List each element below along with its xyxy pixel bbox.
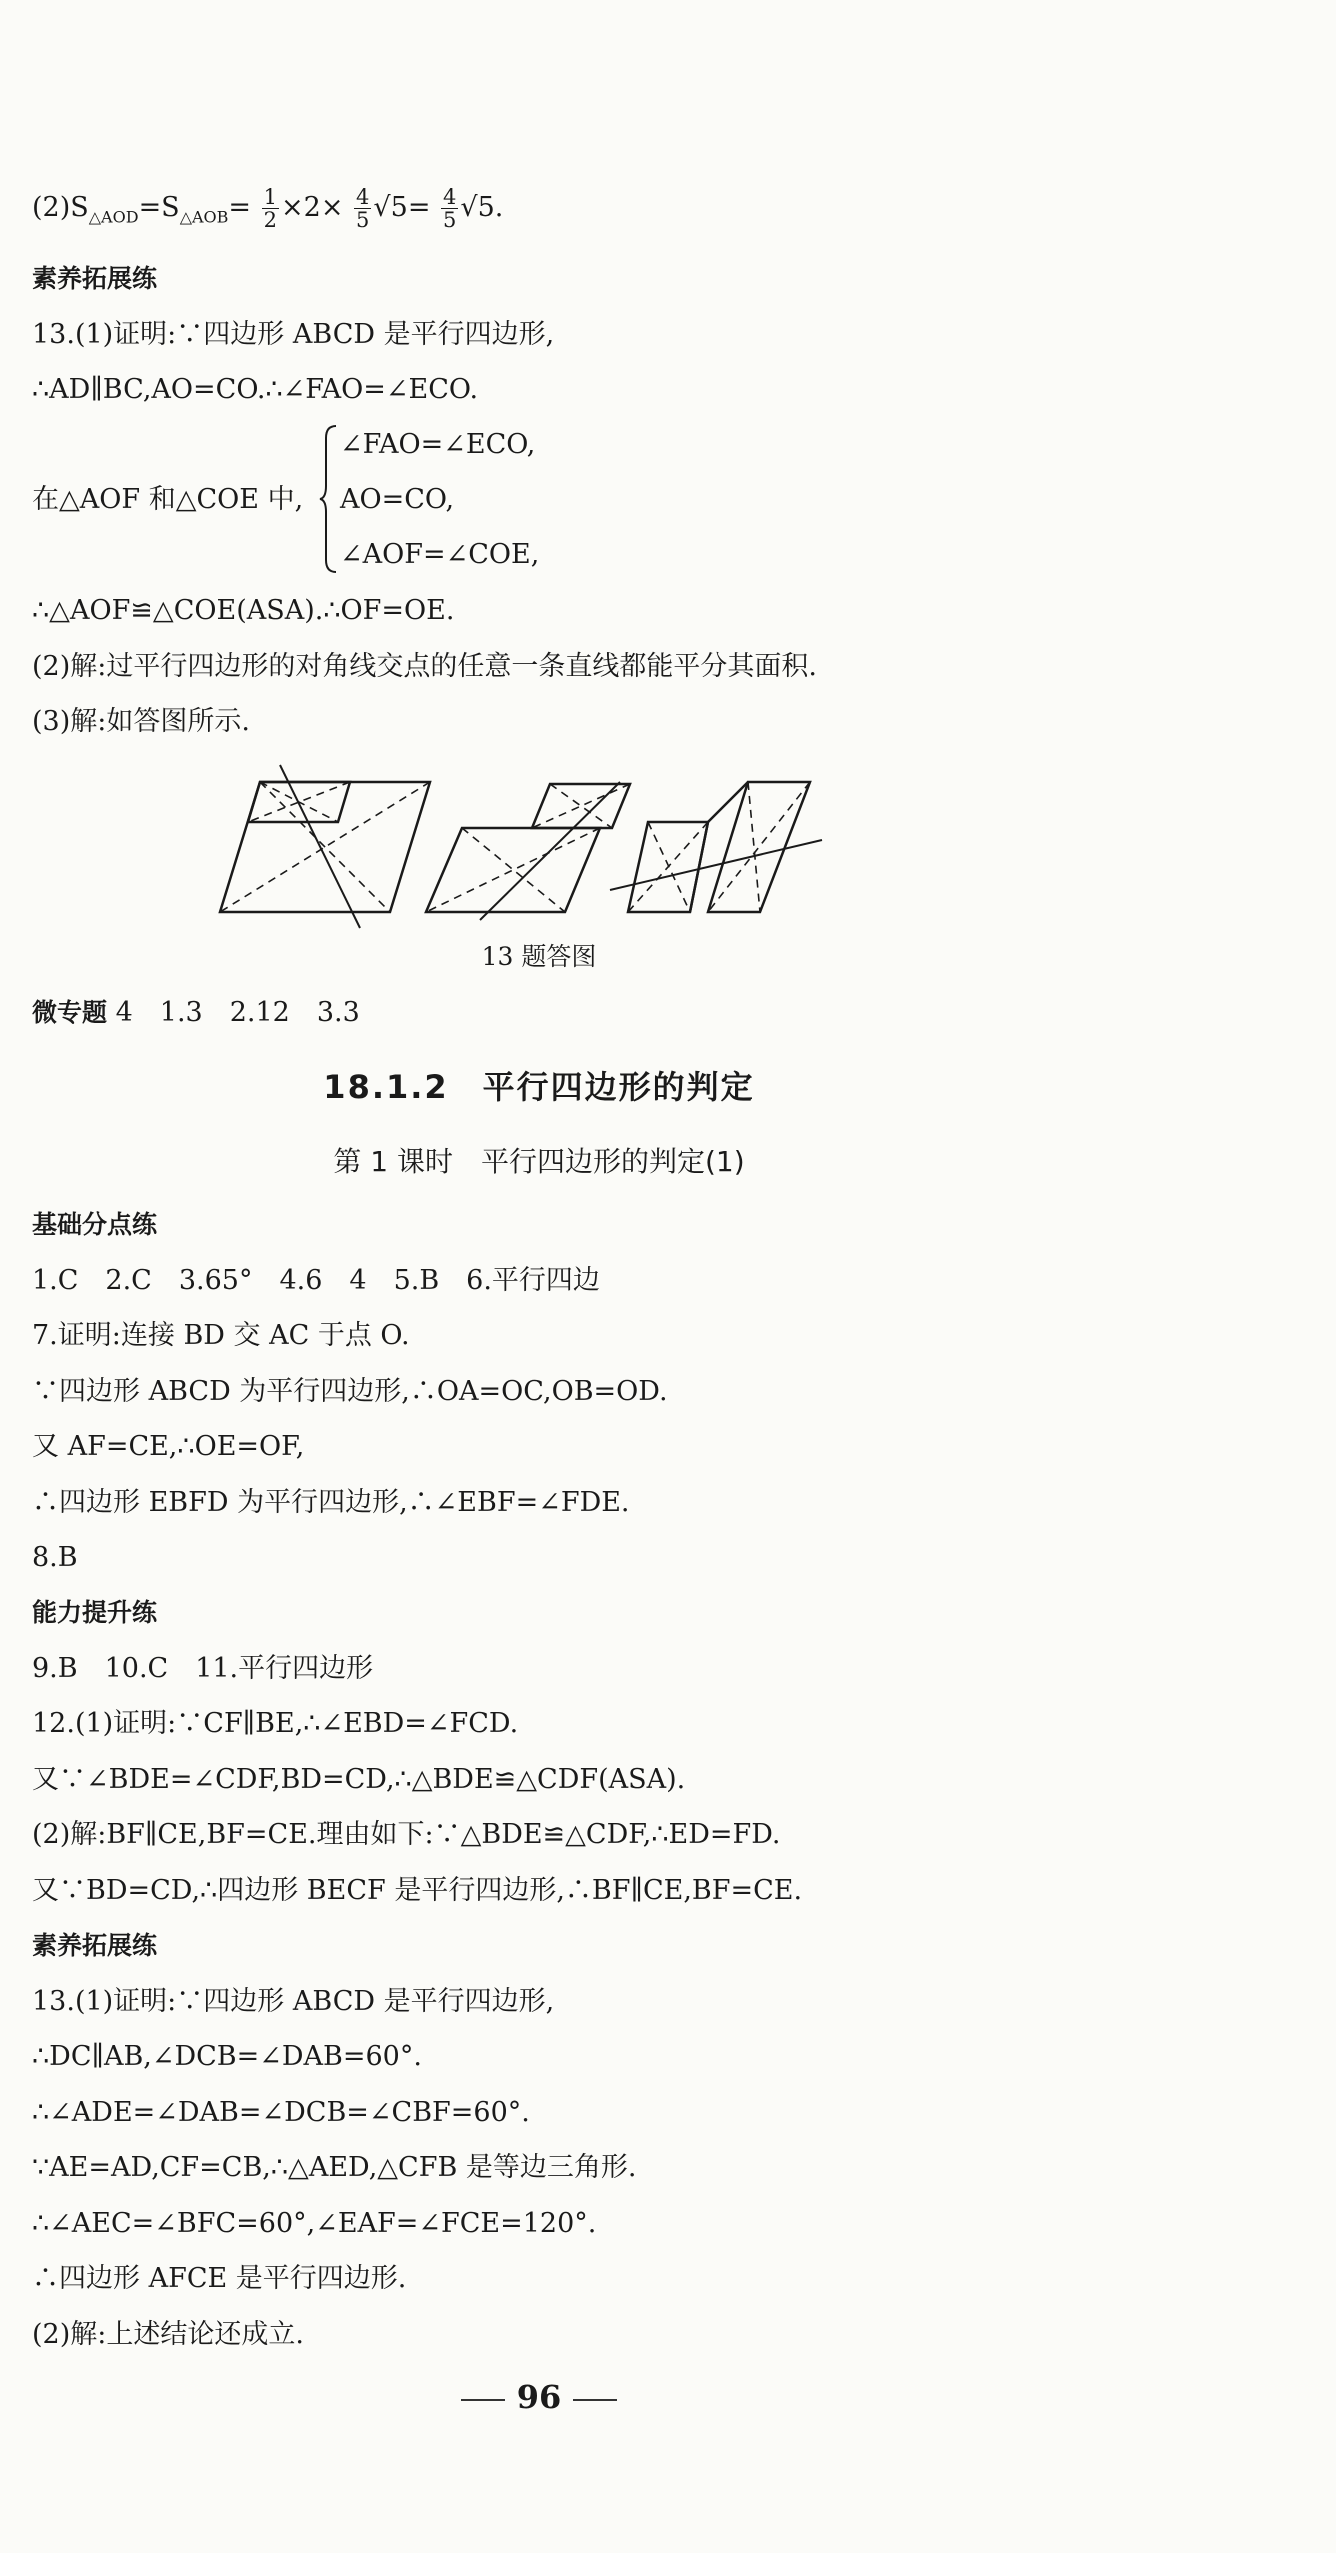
answer-line: (2)解:BF∥CE,BF=CE.理由如下:∵△BDE≌△CDF,∴ED=FD.	[32, 1819, 781, 1850]
answer-line: (3)解:如答图所示.	[32, 706, 250, 737]
answer-line: ∴∠AEC=∠BFC=60°,∠EAF=∠FCE=120°.	[32, 2208, 597, 2239]
answer-line: ∴四边形 AFCE 是平行四边形.	[32, 2263, 407, 2294]
answer-line: (2)解:上述结论还成立.	[32, 2319, 304, 2350]
answer-line: 又∵∠BDE=∠CDF,BD=CD,∴△BDE≌△CDF(ASA).	[32, 1764, 686, 1795]
section-heading: 素养拓展练	[32, 1931, 158, 1960]
answer-line: 在△AOF 和△COE 中,	[32, 484, 304, 515]
answer-line: 1.C 2.C 3.65° 4.6 4 5.B 6.平行四边	[32, 1265, 600, 1296]
answer-line: 又∵BD=CD,∴四边形 BECF 是平行四边形,∴BF∥CE,BF=CE.	[32, 1875, 803, 1906]
section-heading: 素养拓展练	[32, 264, 158, 293]
section-title: 18.1.2 平行四边形的判定	[323, 1068, 755, 1106]
system-line: AO=CO,	[340, 484, 455, 515]
micro-topic-answers: 4 1.3 2.12 3.3	[115, 997, 360, 1028]
lesson-title: 第 1 课时 平行四边形的判定(1)	[333, 1145, 745, 1178]
system-line: ∠FAO=∠ECO,	[340, 429, 536, 460]
micro-topic-label: 微专题	[32, 998, 108, 1027]
figure-caption: 13 题答图	[481, 942, 597, 971]
micro-topic-line	[32, 996, 360, 1030]
answer-line: ∴△AOF≌△COE(ASA).∴OF=OE.	[32, 595, 455, 626]
answer-line: (2)解:过平行四边形的对角线交点的任意一条直线都能平分其面积.	[32, 651, 817, 682]
answer-line: ∵AE=AD,CF=CB,∴△AED,△CFB 是等边三角形.	[32, 2152, 637, 2183]
system-line: ∠AOF=∠COE,	[340, 539, 540, 570]
answer-line: 13.(1)证明:∵四边形 ABCD 是平行四边形,	[32, 319, 555, 350]
answer-line: ∵四边形 ABCD 为平行四边形,∴OA=OC,OB=OD.	[32, 1376, 668, 1407]
answer-line: 7.证明:连接 BD 交 AC 于点 O.	[32, 1320, 410, 1351]
answer-line: 13.(1)证明:∵四边形 ABCD 是平行四边形,	[32, 1986, 555, 2017]
area-formula: $(2)S_{\triangle AOD}=S_{\triangle AOB}=$ $\frac{1}{2}$ ×2× $\frac{4}{5}$ √5= $\frac{4}{5}$ √5.	[32, 185, 504, 232]
answer-line: 12.(1)证明:∵CF∥BE,∴∠EBD=∠FCD.	[32, 1708, 519, 1739]
answer-line: ∴DC∥AB,∠DCB=∠DAB=60°.	[32, 2041, 422, 2072]
answer-line: ∴AD∥BC,AO=CO.∴∠FAO=∠ECO.	[32, 374, 479, 405]
answer-line: 8.B	[32, 1542, 78, 1573]
answer-line: ∴∠ADE=∠DAB=∠DCB=∠CBF=60°.	[32, 2097, 530, 2128]
answer-line: 又 AF=CE,∴OE=OF,	[32, 1431, 305, 1462]
section-heading: 能力提升练	[32, 1598, 158, 1627]
parallelogram-figure	[200, 760, 840, 930]
page-number: 96	[0, 2378, 1078, 2416]
answer-line: ∴四边形 EBFD 为平行四边形,∴∠EBF=∠FDE.	[32, 1487, 630, 1518]
brace-icon	[318, 424, 338, 574]
section-heading: 基础分点练	[32, 1210, 158, 1239]
answer-line: 9.B 10.C 11.平行四边形	[32, 1653, 374, 1684]
